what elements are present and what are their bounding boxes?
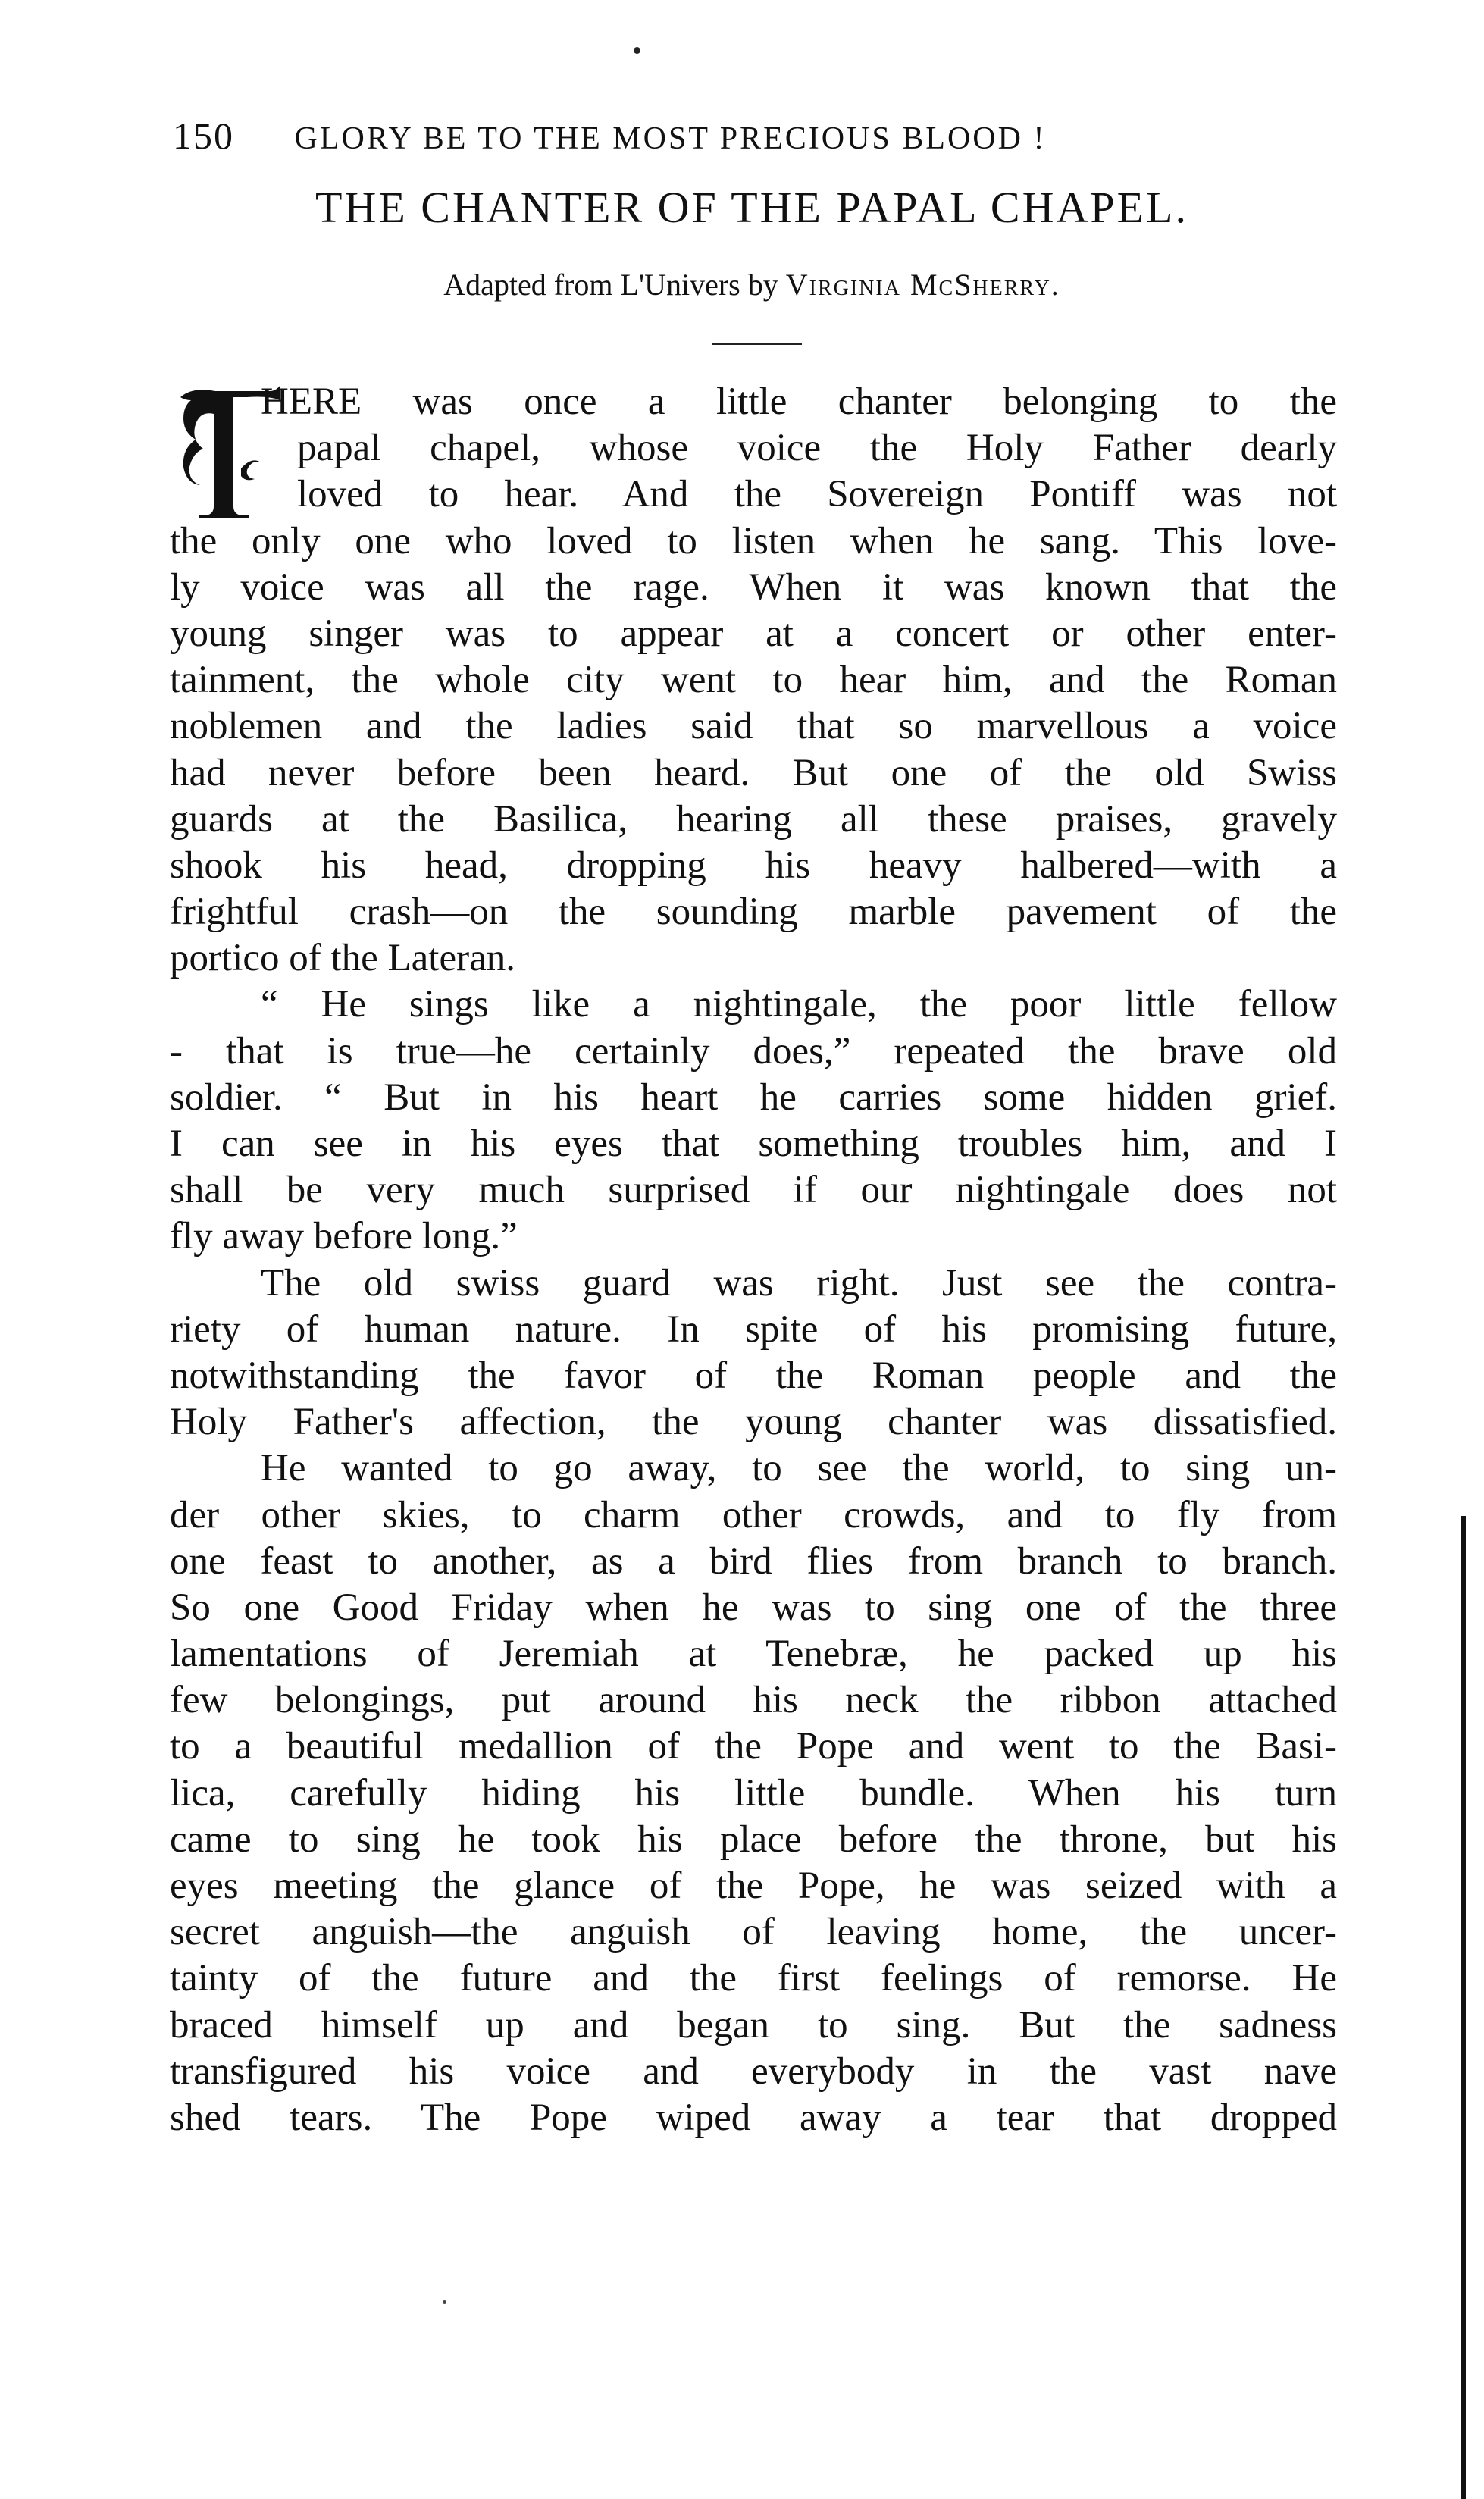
page-edge-shadow xyxy=(1461,1516,1466,2499)
article-body xyxy=(170,379,1337,2141)
body-line: portico of the Lateran. xyxy=(170,937,515,980)
body-line: lica, carefully hiding his little bundle. When his turn xyxy=(170,1771,1337,1815)
body-line: one feast to another, as a bird flies from branch to branch. xyxy=(170,1539,1337,1583)
body-line: noblemen and the ladies said that so marvellous a voice xyxy=(170,705,1337,748)
body-line: braced himself up and began to sing. But the sadness xyxy=(170,2003,1337,2046)
article-title: THE CHANTER OF THE PAPAL CHAPEL. xyxy=(315,183,1188,232)
body-line: loved to hear. And the Sovereign Pontiff was not xyxy=(297,473,1337,516)
body-line: HERE was once a little chanter belonging to the xyxy=(261,380,1337,423)
running-head-title: GLORY BE TO THE MOST PRECIOUS BLOOD ! xyxy=(294,121,1047,156)
ink-speck xyxy=(634,47,640,54)
body-line: tainment, the whole city went to hear him, and the Roman xyxy=(170,659,1337,702)
body-line: came to sing he took his place before the throne, but his xyxy=(170,1818,1337,1861)
body-line: shall be very much surprised if our nightingale does not xyxy=(170,1169,1337,1212)
body-line: soldier. “ But in his heart he carries some hidden grief. xyxy=(170,1076,1337,1119)
body-line: der other skies, to charm other crowds, and to fly from xyxy=(170,1493,1337,1536)
body-line: fly away before long.” xyxy=(170,1215,518,1258)
ink-speck xyxy=(443,2300,446,2304)
body-line: - that is true—he certainly does,” repeated the brave old xyxy=(170,1029,1337,1073)
body-line: guards at the Basilica, hearing all these praises, gravely xyxy=(170,797,1337,841)
body-line: the only one who loved to listen when he sang. This love- xyxy=(170,519,1337,562)
body-line: few belongings, put around his neck the ribbon attached xyxy=(170,1679,1337,1722)
body-line: I can see in his eyes that something troubles him, and I xyxy=(170,1123,1337,1165)
body-line: transfigured his voice and everybody in the vast nave xyxy=(170,2050,1337,2093)
body-line: He wanted to go away, to see the world, to sing un- xyxy=(261,1447,1337,1490)
body-line: ly voice was all the rage. When it was known that the xyxy=(170,565,1337,609)
running-head xyxy=(173,114,1249,159)
body-line: secret anguish—the anguish of leaving home, the uncer- xyxy=(170,1911,1337,1954)
body-line: riety of human nature. In spite of his promising future, xyxy=(170,1307,1337,1351)
body-line: shook his head, dropping his heavy halbered—with a xyxy=(170,844,1337,887)
body-line: notwithstanding the favor of the Roman people and the xyxy=(170,1354,1337,1397)
body-line: So one Good Friday when he was to sing one of the three xyxy=(170,1586,1337,1629)
byline xyxy=(173,267,1331,302)
body-line: to a beautiful medallion of the Pope and went to the Basi- xyxy=(170,1725,1337,1768)
body-line: papal chapel, whose voice the Holy Father dearly xyxy=(297,427,1337,470)
body-line: The old swiss guard was right. Just see the contra- xyxy=(261,1261,1337,1304)
body-line: tainty of the future and the first feelings of remorse. He xyxy=(170,1957,1337,2000)
byline-prefix: Adapted from L'Univers by xyxy=(443,268,778,302)
body-line: shed tears. The Pope wiped away a tear that dropped xyxy=(170,2096,1337,2139)
body-line: young singer was to appear at a concert or other enter- xyxy=(170,612,1337,655)
byline-author: Virginia McSherry. xyxy=(785,268,1060,302)
body-line: lamentations of Jeremiah at Tenebræ, he packed up his xyxy=(170,1633,1337,1676)
body-line: had never before been heard. But one of the old Swiss xyxy=(170,751,1337,794)
body-line: frightful crash—on the sounding marble pavement of the xyxy=(170,891,1337,934)
body-line: “ He sings like a nightingale, the poor little fellow xyxy=(261,983,1337,1026)
title-rule xyxy=(712,343,802,345)
page-number: 150 xyxy=(173,114,234,157)
body-line: Holy Father's affection, the young chanter was dissatisfied. xyxy=(170,1401,1337,1444)
body-line: eyes meeting the glance of the Pope, he was seized with a xyxy=(170,1865,1337,1907)
